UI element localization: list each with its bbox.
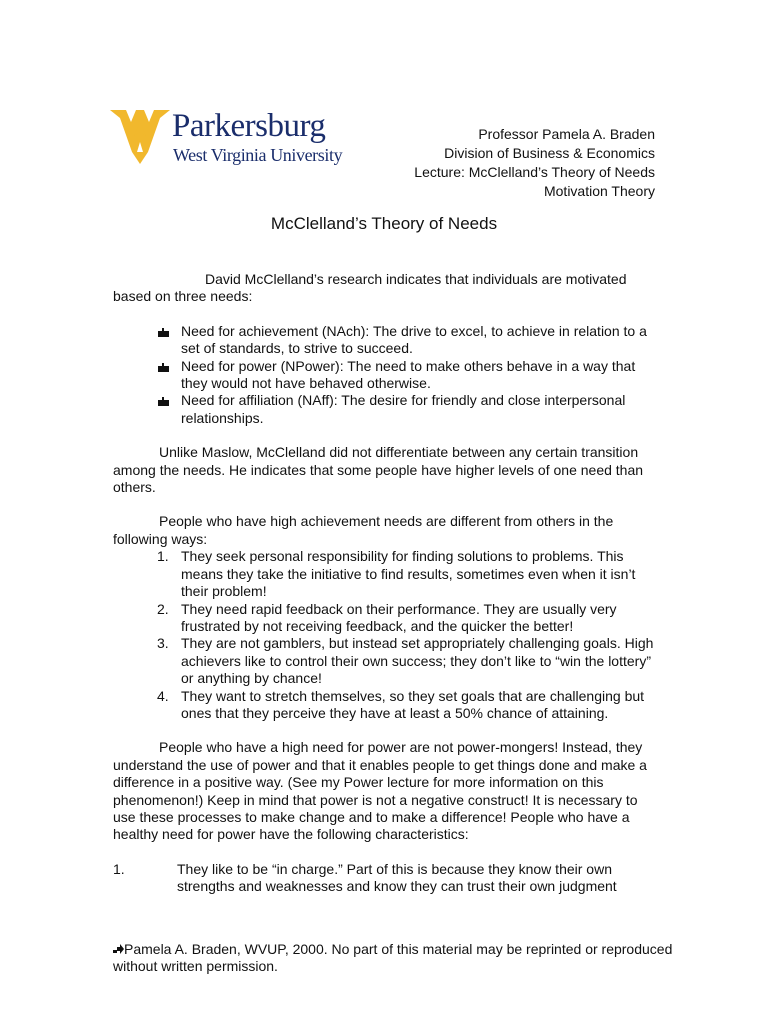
list-number: 2.: [157, 600, 169, 617]
topic-name: Motivation Theory: [543, 183, 655, 199]
flying-wv-icon: [110, 108, 170, 166]
list-item: [157, 601, 658, 636]
copyright-footer: [113, 941, 673, 976]
header-info: [414, 125, 655, 201]
list-item: [157, 392, 658, 427]
list-item: [113, 861, 658, 896]
list-number: 3.: [157, 635, 169, 652]
list-item: [157, 688, 658, 723]
hand-pointer-icon: [158, 328, 170, 338]
list-item: [157, 358, 658, 393]
division-name: Division of Business & Economics: [444, 145, 655, 161]
achievement-paragraph: People who have high achievement needs are different from others in the following ways:: [113, 513, 614, 547]
list-text: They need rapid feedback on their performance. They are usually very frustrated by not receiving feedback, and the quicker the better!: [181, 600, 617, 634]
power-paragraph: People who have a high need for power are not power-mongers! Instead, they understand the use of power and that it enables people to get things done and make a difference in a positive way. (See my Power lecture for more information on this phenomenon!) Keep in mind that power is not a negative construct! It is necessary to use these processes to make change and to make a difference! People who have a healthy need for power have the following characteristics:: [113, 739, 647, 843]
list-text: They like to be “in charge.” Part of this is because they know their own strengths and weaknesses and know they can trust their own judgment: [177, 860, 617, 895]
logo-parkersburg-text: Parkersburg: [172, 108, 326, 144]
list-number: 4.: [157, 687, 169, 704]
professor-name: Professor Pamela A. Braden: [478, 126, 655, 142]
copyright-text: Pamela A. Braden, WVUP, 2000. No part of this material may be reprinted or reproduced without written permission.: [113, 941, 673, 975]
list-text: They want to stretch themselves, so they set goals that are challenging but ones that they perceive they have at least a 50% chance of attaining.: [181, 687, 645, 721]
copyright-arrow-icon: [113, 944, 124, 954]
list-number: 1.: [113, 860, 125, 877]
list-item: [157, 323, 658, 358]
maslow-paragraph: Unlike Maslow, McClelland did not differentiate between any certain transition among the needs. He indicates that some people have higher levels of one need than others.: [113, 444, 644, 496]
hand-pointer-icon: [158, 397, 170, 407]
achievement-list: [157, 548, 658, 722]
hand-pointer-icon: [158, 363, 170, 373]
list-number: 1.: [157, 548, 169, 565]
page-title: McClelland’s Theory of Needs: [270, 214, 498, 233]
list-text: They seek personal responsibility for finding solutions to problems. This means they take the initiative to find results, sometimes even when it isn’t their problem!: [181, 548, 636, 600]
wvup-logo: [110, 108, 360, 170]
intro-paragraph: David McClelland’s research indicates that individuals are motivated based on three needs:: [113, 271, 627, 305]
list-text: They are not gamblers, but instead set appropriately challenging goals. High achievers like to control their own success; they don’t like to “win the lottery” or anything by chance!: [181, 635, 654, 687]
list-item: [157, 548, 658, 600]
logo-university-text: West Virginia University: [173, 145, 343, 165]
need-text: Need for affiliation (NAff): The desire for friendly and close interpersonal relationships.: [181, 392, 626, 426]
lecture-name: Lecture: McClelland’s Theory of Needs: [414, 164, 655, 180]
list-item: [157, 635, 658, 687]
needs-list: [157, 323, 658, 427]
need-text: Need for power (NPower): The need to make others behave in a way that they would not have behaved otherwise.: [181, 357, 636, 392]
document-body: [113, 271, 658, 896]
need-text: Need for achievement (NAch): The drive to excel, to achieve in relation to a set of standards, to strive to succeed.: [181, 322, 647, 357]
